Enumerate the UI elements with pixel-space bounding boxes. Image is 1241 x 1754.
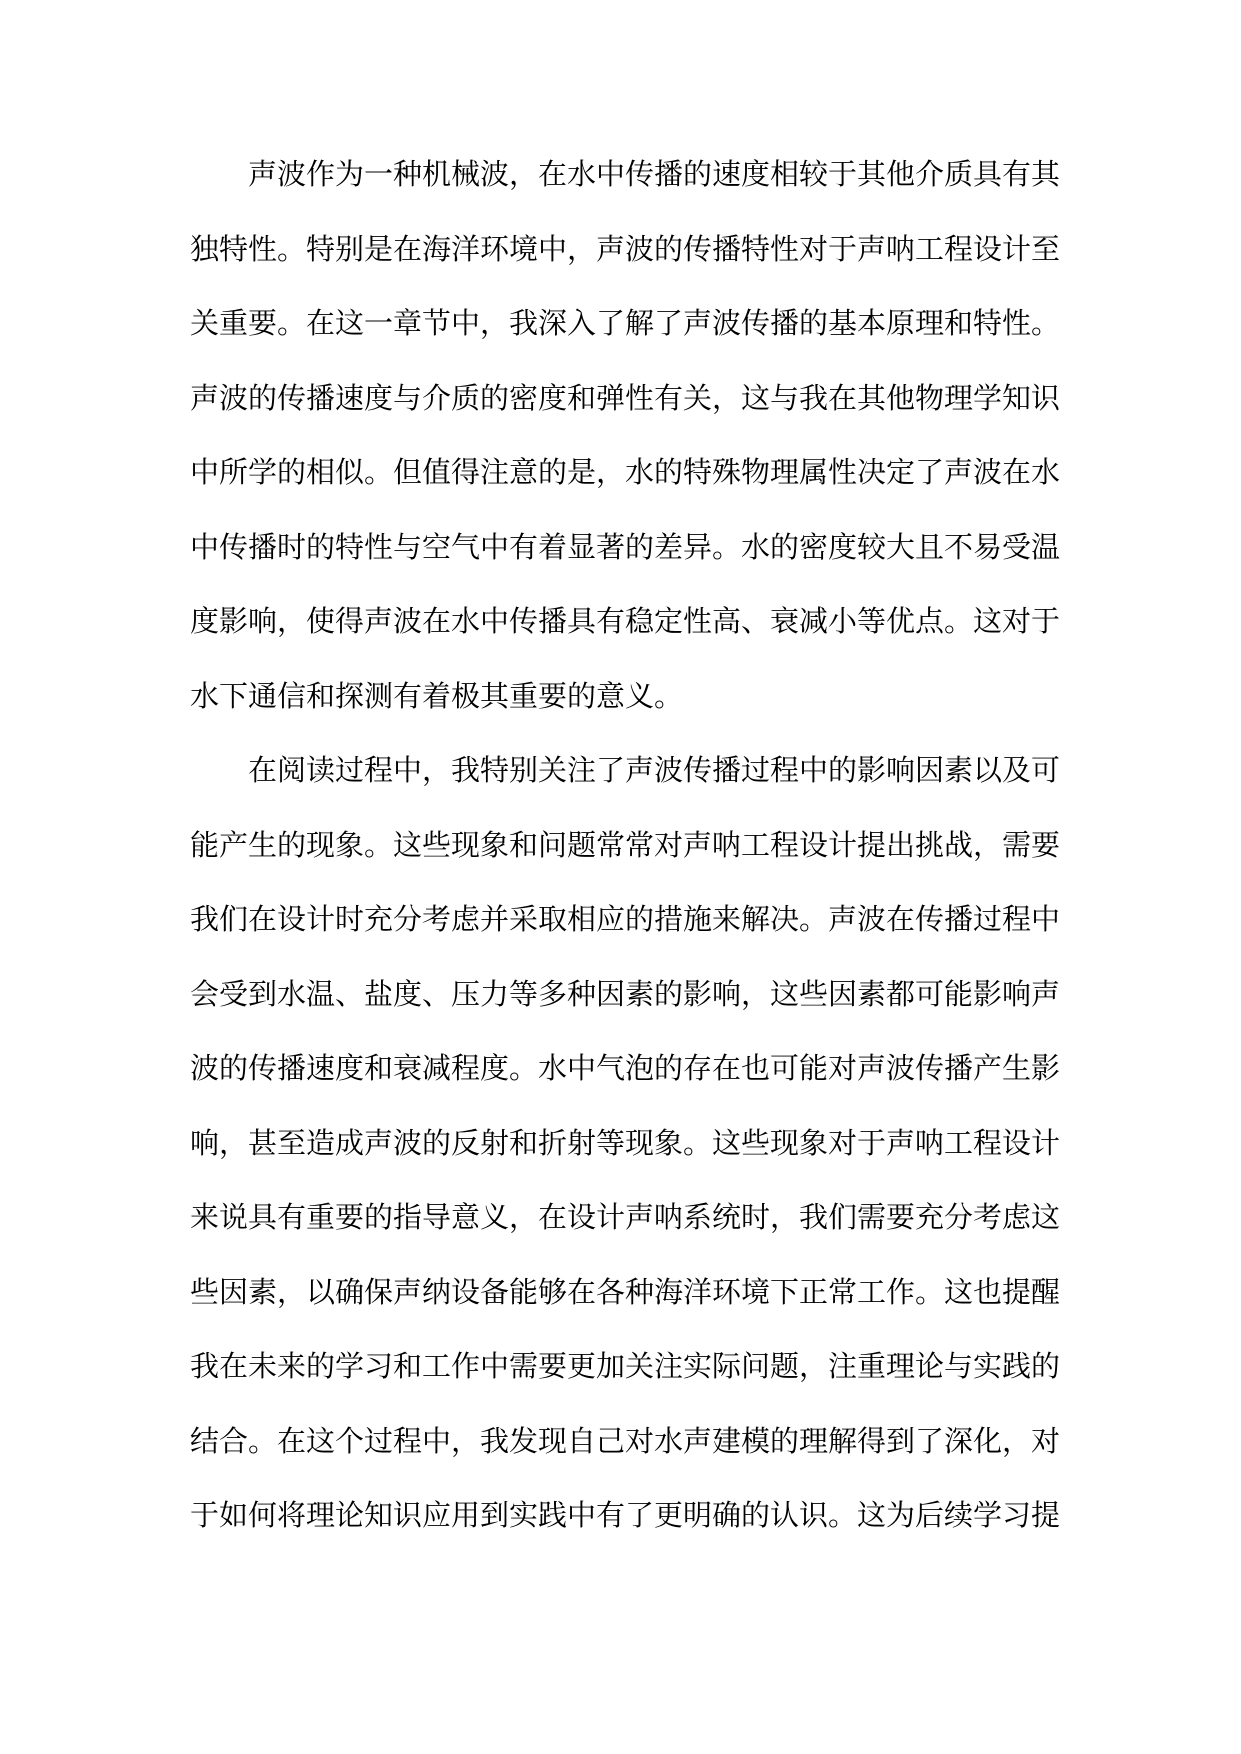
paragraph-1-line-7: 度影响，使得声波在水中传播具有稳定性高、衰减小等优点。这对于 [190, 604, 1061, 638]
paragraph-2-line-8: 些因素，以确保声纳设备能够在各种海洋环境下正常工作。这也提醒 [190, 1274, 1061, 1309]
paragraph-2-line-11: 于如何将理论知识应用到实践中有了更明确的认识。这为后续学习提 [190, 1498, 1061, 1532]
paragraph-2-line-9: 我在未来的学习和工作中需要更加关注实际问题，注重理论与实践的 [190, 1349, 1061, 1383]
paragraph-2-line-6: 响，甚至造成声波的反射和折射等现象。这些现象对于声呐工程设计 [190, 1125, 1061, 1160]
paragraph-1-line-1: 声波作为一种机械波，在水中传播的速度相较于其他介质具有其 [248, 157, 1061, 191]
body-text [190, 148, 1060, 1564]
paragraph-2-line-3: 我们在设计时充分考虑并采取相应的措施来解决。声波在传播过程中 [190, 902, 1061, 936]
paragraph-1-line-4: 声波的传播速度与介质的密度和弹性有关，这与我在其他物理学知识 [190, 380, 1061, 415]
paragraph-2-line-2: 能产生的现象。这些现象和问题常常对声呐工程设计提出挑战，需要 [190, 827, 1061, 862]
paragraph-2-line-5: 波的传播速度和衰减程度。水中气泡的存在也可能对声波传播产生影 [190, 1051, 1061, 1085]
paragraph-2-line-4: 会受到水温、盐度、压力等多种因素的影响，这些因素都可能影响声 [190, 976, 1061, 1011]
paragraph-1-line-2: 独特性。特别是在海洋环境中，声波的传播特性对于声呐工程设计至 [190, 231, 1061, 266]
paragraph-2-line-10: 结合。在这个过程中，我发现自己对水声建模的理解得到了深化，对 [190, 1423, 1061, 1458]
paragraph-1-line-6: 中传播时的特性与空气中有着显著的差异。水的密度较大且不易受温 [190, 529, 1061, 564]
paragraph-1-line-5: 中所学的相似。但值得注意的是，水的特殊物理属性决定了声波在水 [190, 455, 1061, 489]
paragraph-2-line-7: 来说具有重要的指导意义，在设计声呐系统时，我们需要充分考虑这 [190, 1200, 1061, 1234]
paragraph-1-line-3: 关重要。在这一章节中，我深入了解了声波传播的基本原理和特性。 [190, 306, 1061, 340]
paragraph-2-line-1: 在阅读过程中，我特别关注了声波传播过程中的影响因素以及可 [248, 753, 1061, 787]
paragraph-1-line-8: 水下通信和探测有着极其重要的意义。 [190, 678, 684, 713]
